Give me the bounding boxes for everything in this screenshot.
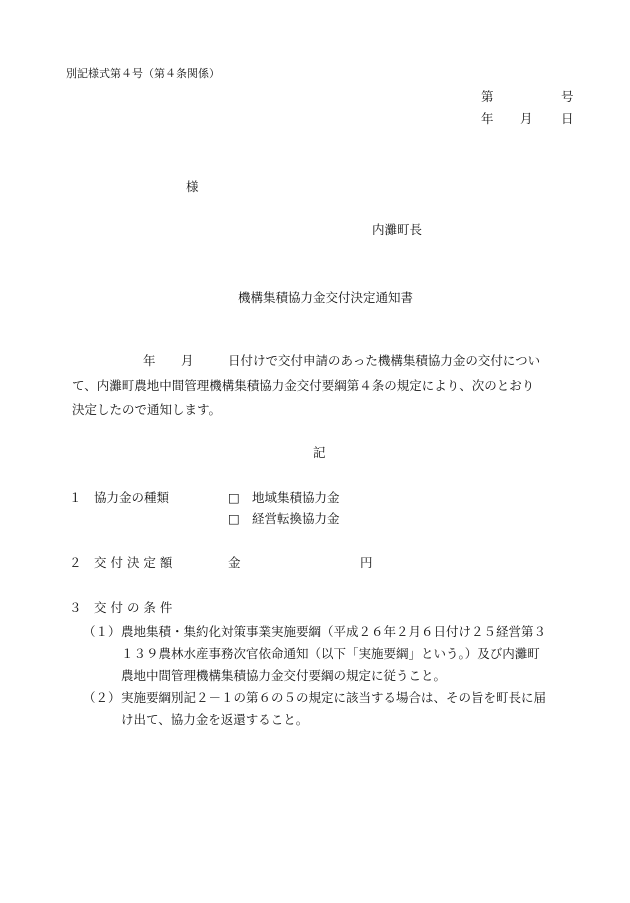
option1-checkbox[interactable]: □ (228, 490, 240, 505)
section2-kin: 金 (228, 555, 241, 570)
section1-label: １ 協力金の種類 (69, 490, 170, 505)
body-line3: 決定したので通知します。 (72, 402, 222, 417)
section2-label: ２ 交 付 決 定 額 (69, 555, 173, 570)
body-month: 月 (181, 353, 194, 368)
body-year: 年 (143, 353, 156, 368)
condition1-line3: 農地中間管理機構集積協力金交付要綱の規定に従うこと。 (121, 668, 447, 683)
date-year: 年 (481, 111, 494, 126)
section2-yen: 円 (360, 555, 373, 570)
condition2-line2: け出て、協力金を返還すること。 (121, 712, 309, 727)
condition1-number: （１） (83, 624, 121, 639)
option1-label: 地域集積協力金 (252, 490, 340, 505)
form-label: 別記様式第４号（第４条関係） (66, 67, 220, 80)
date-month: 月 (520, 111, 533, 126)
body-line1: 日付けで交付申請のあった機構集積協力金の交付につい (228, 353, 541, 368)
section3-label: ３ 交 付 の 条 件 (69, 600, 173, 615)
number-dai: 第 (481, 89, 494, 104)
date-day: 日 (561, 111, 574, 126)
condition2-line1: 実施要綱別記２－１の第６の５の規定に該当する場合は、その旨を町長に届 (121, 690, 547, 705)
ki-heading: 記 (313, 445, 326, 460)
number-go: 号 (561, 89, 574, 104)
body-line2: て、内灘町農地中間管理機構集積協力金交付要綱第４条の規定により、次のとおり (72, 378, 535, 393)
option2-label: 経営転換協力金 (252, 511, 340, 526)
document-title: 機構集積協力金交付決定通知書 (238, 290, 414, 305)
issuer: 内灘町長 (372, 222, 423, 237)
condition1-line2: １３９農林水産事務次官依命通知（以下「実施要綱」という。）及び内灘町 (121, 646, 540, 661)
option2-checkbox[interactable]: □ (228, 511, 240, 526)
recipient-suffix: 様 (186, 179, 199, 194)
condition2-number: （２） (83, 690, 121, 705)
condition1-line1: 農地集積・集約化対策事業実施要綱（平成２６年２月６日付け２５経営第３ (121, 624, 547, 639)
